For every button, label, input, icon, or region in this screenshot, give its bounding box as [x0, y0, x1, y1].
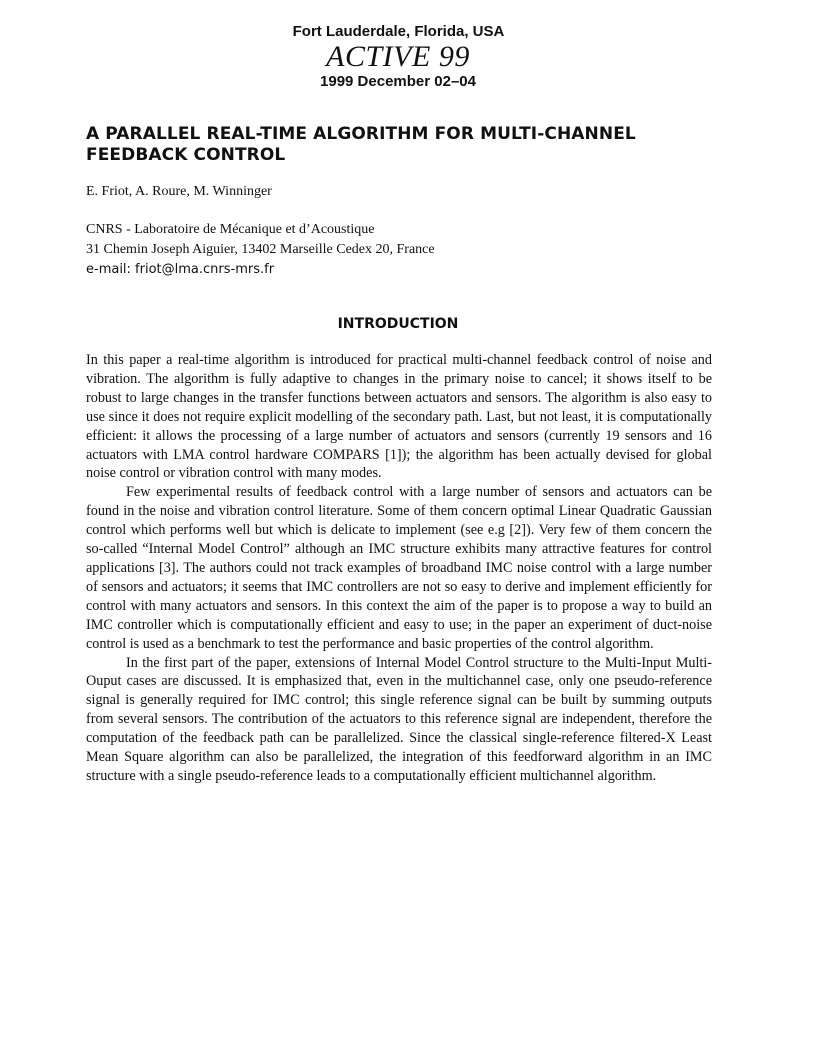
paper-title: A PARALLEL REAL-TIME ALGORITHM FOR MULTI-CHANNEL FEEDBACK CONTROL — [86, 124, 636, 165]
conference-location: Fort Lauderdale, Florida, USA — [292, 23, 505, 40]
conference-dates: 1999 December 02–04 — [320, 73, 476, 90]
affiliation-address: 31 Chemin Joseph Aiguier, 13402 Marseille Cedex 20, France — [86, 242, 435, 257]
affiliation-email: e-mail: friot@lma.cnrs-mrs.fr — [86, 262, 275, 277]
paragraph-2: Few experimental results of feedback control with a large number of sensors and actuators can be found in the noise and vibration control literature. Some of them concern optimal Linear Quadratic Gaussian control which performs well but which is delicate to implement (see e.g [2]). Very few of them concern the so-called “Internal Model Control” although an IMC structure exhibits many attractive features for control applications [3]. The authors could not track examples of broadband IMC noise control with a large number of sensors and actuators; it seems that IMC controllers are not so easy to derive and implement efficiently for control with many actuators and sensors. In this context the aim of the paper is to propose a way to build an IMC controller which is computationally efficient and easy to use; in the paper an experiment of duct-noise control is used as a benchmark to test the performance and basic properties of the control algorithm. — [86, 484, 712, 652]
section-heading: INTRODUCTION — [337, 316, 459, 332]
conference-header — [0, 22, 800, 92]
conference-name: ACTIVE 99 — [326, 40, 470, 73]
affiliation-institution: CNRS - Laboratoire de Mécanique et d’Acoustique — [86, 222, 375, 237]
paper-authors: E. Friot, A. Roure, M. Winninger — [86, 184, 272, 199]
paragraph-1: In this paper a real-time algorithm is introduced for practical multi-channel feedback control of noise and vibration. The algorithm is fully adaptive to changes in the primary noise to cancel; it shows itself to be robust to large changes in the transfer functions between actuators and sensors. The algorithm is also easy to use since it does not require explicit modelling of the secondary path. Last, but not least, it is computationally efficient: it allows the processing of a large number of actuators and sensors (currently 19 sensors and 16 actuators with LMA control hardware COMPARS [1]); the algorithm has been actually devised for global noise control or vibration control with many modes. — [86, 352, 712, 482]
section-body — [86, 351, 712, 786]
paragraph-3: In the first part of the paper, extensions of Internal Model Control structure to the Multi-Input Multi-Ouput cases are discussed. It is emphasized that, even in the multichannel case, only one pseudo-reference signal is generally required for IMC control; this single reference signal can be built by summing outputs from several sensors. The contribution of the actuators to this reference signal are independent, therefore the computation of the feedback path can be parallelized. Since the classical single-reference filtered-X Least Mean Square algorithm can also be parallelized, the integration of this feedforward algorithm in an IMC structure with a single pseudo-reference leads to a computationally efficient multichannel algorithm. — [86, 654, 712, 784]
affiliation-block — [86, 220, 435, 280]
